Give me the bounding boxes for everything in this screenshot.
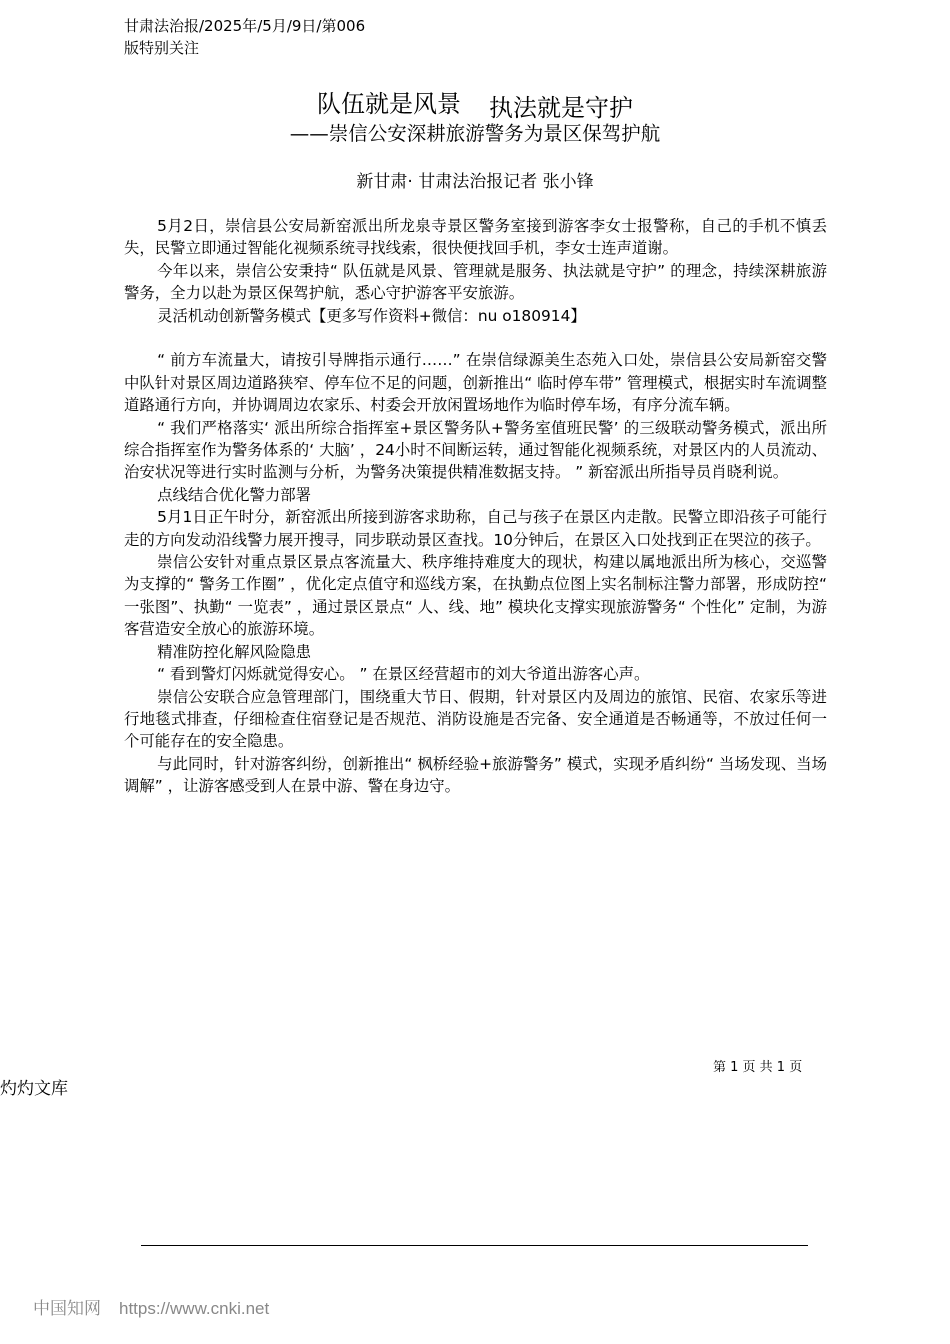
article-subtitle: ——崇信公安深耕旅游警务为景区保驾护航 [289,122,661,145]
paragraph: “ 看到警灯闪烁就觉得安心。 ” 在景区经营超市的刘大爷道出游客心声。 [157,665,650,684]
page-number: 第 1 页 共 1 页 [713,1060,803,1075]
title-part-2: 执法就是守护 [489,94,633,122]
section-line: 版特别关注 [124,39,200,57]
source-line: 甘肃法治报/2025年/5月/9日/第006 [124,17,366,35]
section-heading: 点线结合优化警力部署 [157,485,312,504]
paragraph: 5月1日正午时分，新窑派出所接到游客求助称，自己与孩子在景区内走散。民警立即沿孩子可能行走的方向发动沿线警力展开搜寻，同步联动景区查找。10分钟后，在景区入口处找到正在哭泣的孩子。 [124,508,827,549]
library-name: 灼灼文库 [0,1079,68,1099]
document-header [124,15,365,59]
paragraph: 崇信公安联合应急管理部门，围绕重大节日、假期，针对景区内及周边的旅馆、民宿、农家乐等进行地毯式排查，仔细检查住宿登记是否规范、消防设施是否完备、安全通道是否畅通等，不放过任何一个可能存在的安全隐患。 [124,687,827,751]
footer-divider [141,1245,808,1246]
title-part-1: 队伍就是风景 [317,90,461,118]
section-heading: 灵活机动创新警务模式【更多写作资料+微信：nu o180914】 [157,306,586,325]
cnki-url-link[interactable]: https://www.cnki.net [119,1299,270,1318]
paragraph: “ 前方车流量大，请按引导牌指示通行……” 在崇信绿源美生态苑入口处，崇信县公安局新窑交警中队针对景区周边道路狭窄、停车位不足的问题，创新推出“ 临时停车带” 管理模式，根据实时车流调整道路通行方向，并协调周边农家乐、村委会开放闲置场地作为临时停车场，有序分流车辆。 [124,351,827,415]
paragraph: 崇信公安针对重点景区景点客流量大、秩序维持难度大的现状，构建以属地派出所为核心，交巡警为支撑的“ 警务工作圈” ，优化定点值守和巡线方案，在执勤点位图上实名制标注警力部署，形成防控“ 一张图”、执勤“ 一览表” ，通过景区景点“ 人、线、地” 模块化支撑实现旅游警务“ 个性化” 定制，为游客营造安全放心的旅游环境。 [124,553,827,639]
article-byline: 新甘肃· 甘肃法治报记者 张小锋 [356,172,594,192]
blank-line [124,327,827,349]
section-heading: 精准防控化解风险隐患 [157,642,312,661]
cnki-logo: 中国知网 [33,1299,101,1318]
article-body [124,215,827,798]
paragraph: 与此同时，针对游客纠纷，创新推出“ 枫桥经验+旅游警务” 模式，实现矛盾纠纷“ 当场发现、当场调解” ，让游客感受到人在景中游、警在身边守。 [124,754,827,796]
paragraph: “ 我们严格落实‘ 派出所综合指挥室+景区警务队+警务室值班民警’ 的三级联动警务模式，派出所综合指挥室作为警务体系的‘ 大脑’ ，24小时不间断运转，通过智能化视频系统，对景区内的人员流动、治安状况等进行实时监测与分析，为警务决策提供精准数据支持。 ” 新窑派出所指导员肖晓利说。 [124,418,827,482]
paragraph: 5月2日，崇信县公安局新窑派出所龙泉寺景区警务室接到游客李女士报警称，自己的手机不慎丢失，民警立即通过智能化视频系统寻找线索，很快便找回手机，李女士连声道谢。 [124,217,827,258]
article-title [0,84,950,122]
cnki-footer [33,1294,269,1319]
paragraph: 今年以来，崇信公安秉持“ 队伍就是风景、管理就是服务、执法就是守护” 的理念，持续深耕旅游警务，全力以赴为景区保驾护航，悉心守护游客平安旅游。 [124,261,827,303]
